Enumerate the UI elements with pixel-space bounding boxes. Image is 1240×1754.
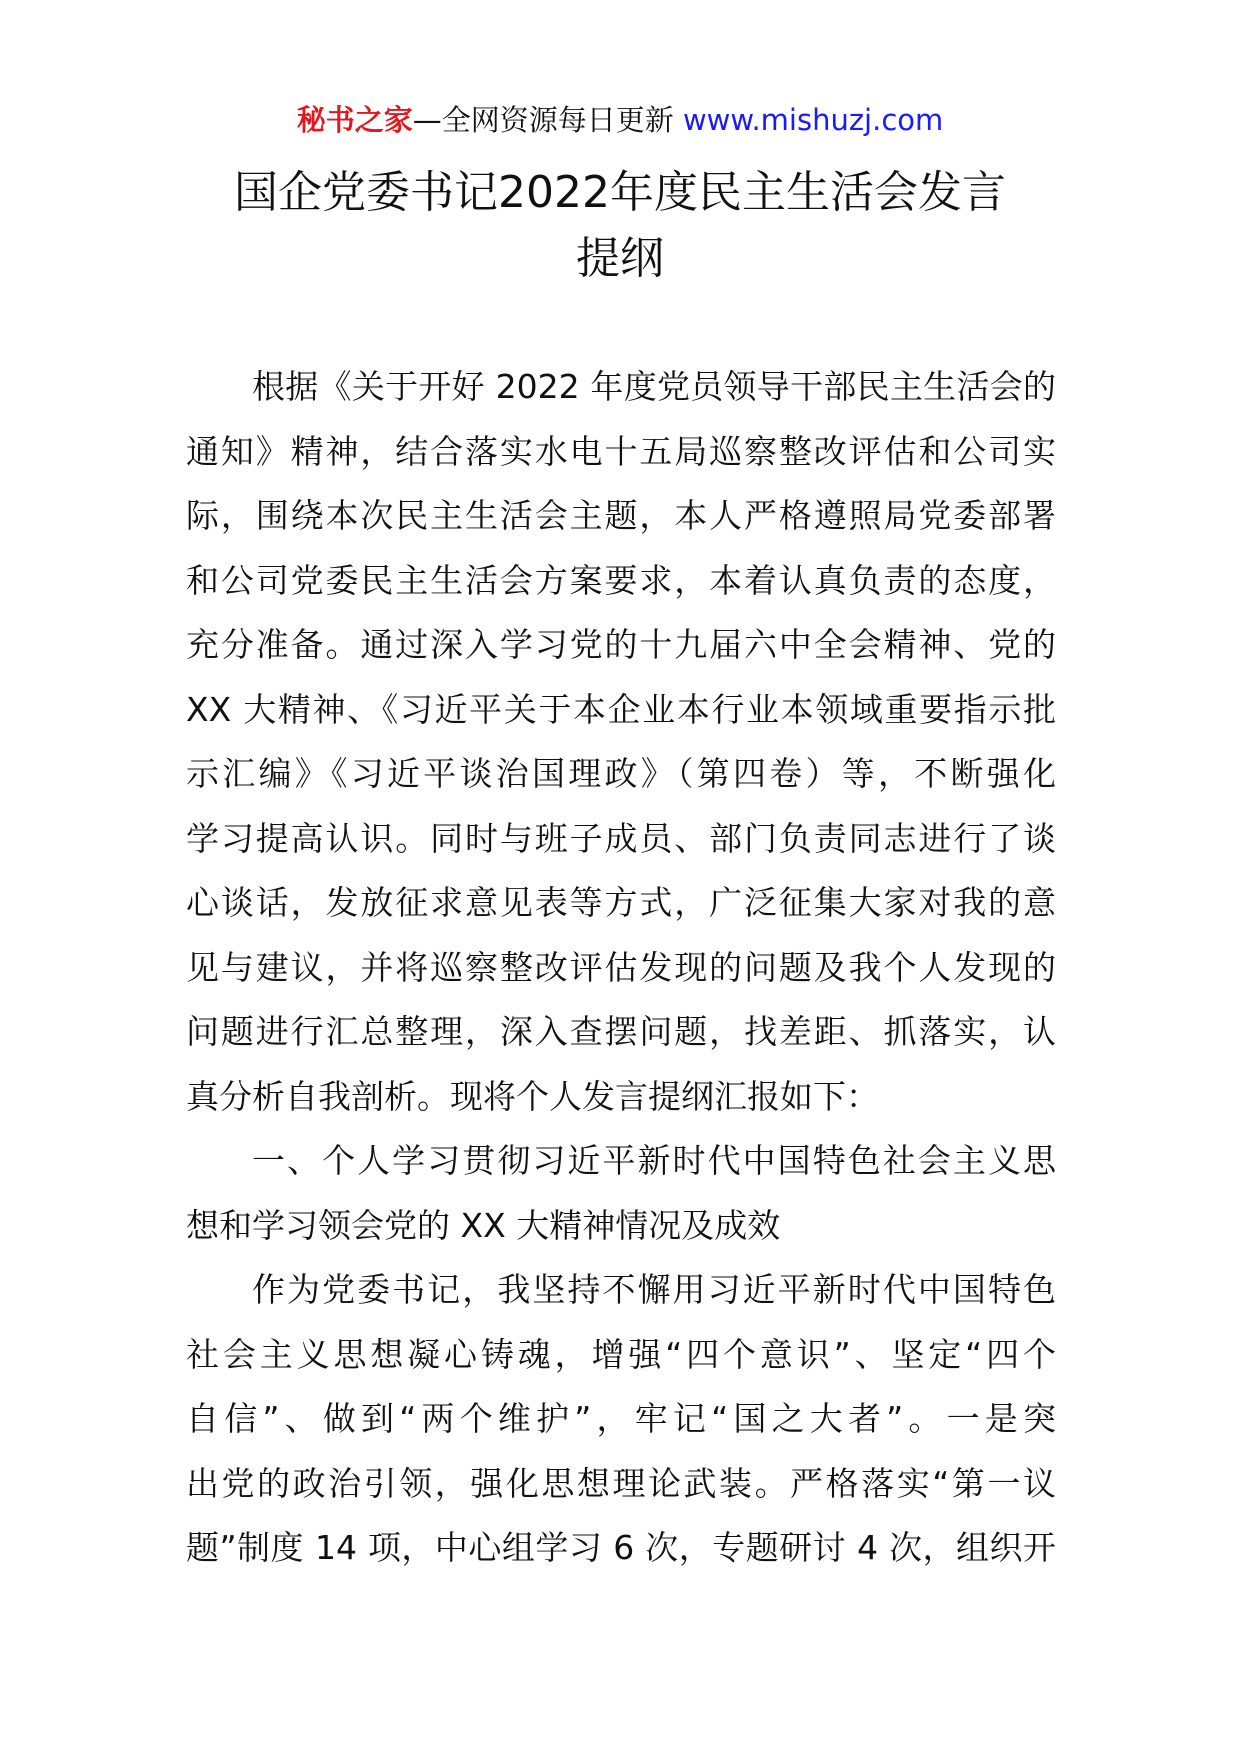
section-heading-line: 一、个人学习贯彻习近平新时代中国特色社会主义思	[252, 1141, 1056, 1180]
body-line: 作为党委书记，我坚持不懈用习近平新时代中国特色	[252, 1270, 1056, 1309]
body-line: 真分析自我剖析。现将个人发言提纲汇报如下：	[186, 1076, 879, 1116]
body-line: 问题进行汇总整理，深入查摆问题，找差距、抓落实，认	[186, 1012, 1056, 1051]
title-line-1: 国企党委书记2022年度民主生活会发言	[234, 167, 1006, 218]
body-line: 社会主义思想凝心铸魂，增强“四个意识”、坚定“四个	[186, 1334, 1056, 1374]
brand-name: 秘书之家	[296, 103, 413, 137]
body-line: XX 大精神、《习近平关于本企业本行业本领域重要指示批	[186, 689, 1056, 729]
body-line: 题”制度 14 项，中心组学习 6 次，专题研讨 4 次，组织开	[186, 1528, 1056, 1567]
section-heading-line: 想和学习领会党的 XX 大精神情况及成效	[186, 1205, 781, 1245]
document-body	[186, 355, 1056, 1581]
body-line: 示汇编》《习近平谈治国理政》（第四卷）等，不断强化	[186, 754, 1056, 793]
body-line: 和公司党委民主生活会方案要求，本着认真负责的态度，	[186, 560, 1056, 600]
body-line: 学习提高认识。同时与班子成员、部门负责同志进行了谈	[186, 818, 1056, 858]
body-line: 通知》精神，结合落实水电十五局巡察整改评估和公司实	[186, 431, 1056, 471]
body-line: 出党的政治引领，强化思想理论武装。严格落实“第一议	[186, 1463, 1056, 1503]
body-line: 充分准备。通过深入学习党的十九届六中全会精神、党的	[186, 625, 1056, 664]
site-url-link[interactable]: www.mishuzj.com	[682, 103, 944, 137]
body-line: 见与建议，并将巡察整改评估发现的问题及我个人发现的	[186, 947, 1056, 987]
document-title	[150, 160, 1090, 292]
body-line: 自信”、做到“两个维护”，牢记“国之大者”。一是突	[186, 1399, 1056, 1438]
body-line: 际，围绕本次民主生活会主题，本人严格遵照局党委部署	[186, 496, 1056, 535]
title-line-2: 提纲	[576, 233, 664, 284]
banner-tagline: —全网资源每日更新	[412, 103, 674, 137]
body-line: 心谈话，发放征求意见表等方式，广泛征集大家对我的意	[186, 883, 1056, 922]
site-banner	[0, 100, 1240, 140]
body-line: 根据《关于开好 2022 年度党员领导干部民主生活会的	[252, 367, 1056, 406]
